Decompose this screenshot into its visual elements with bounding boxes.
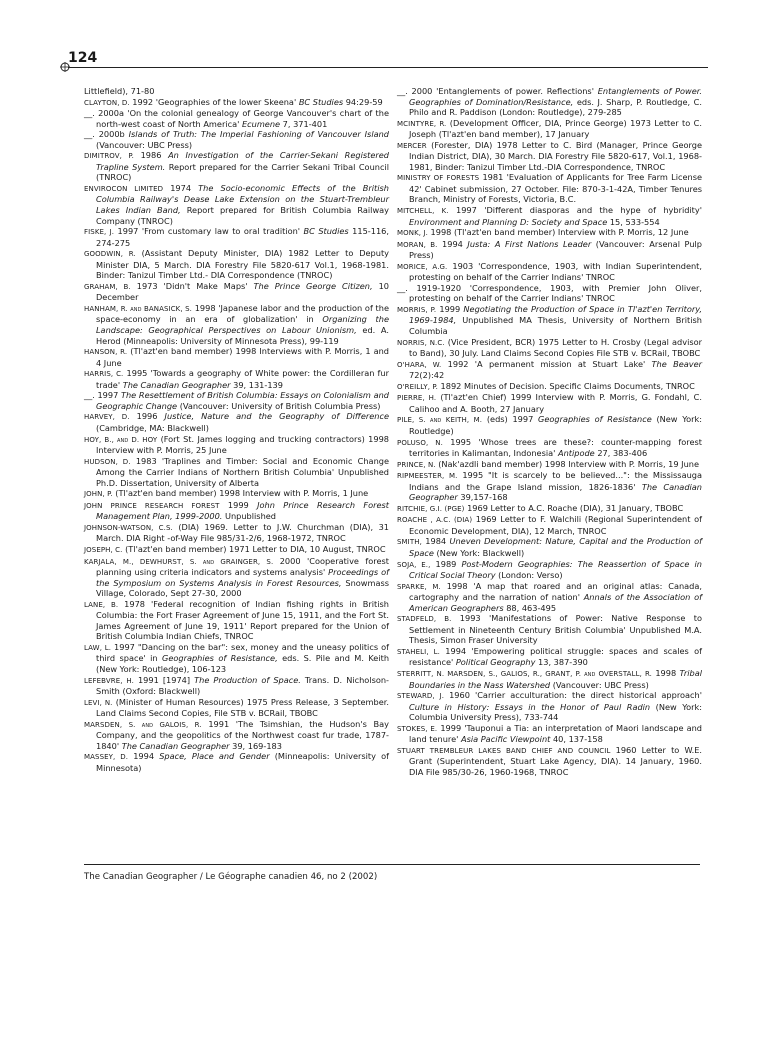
reference-entry — [397, 261, 702, 283]
reference-text: 1989 — [430, 558, 462, 569]
reference-text: 1991 [1974] — [133, 674, 195, 685]
reference-text: 94:29-59 — [343, 96, 383, 107]
reference-text: 1993 'Manifestations of Power: Native Response to Settlement in Nineteenth Century British Columbia' Unpublished M.A. Thesis, Simon Fraser University — [409, 613, 702, 646]
reference-author: MINISTRY OF FORESTS — [397, 174, 480, 183]
page-header — [60, 50, 708, 72]
reference-entry — [397, 470, 702, 503]
reference-author: MCINTYRE, R. — [397, 119, 447, 128]
reference-text: 1992 'A permanent mission at Stuart Lake' — [441, 358, 652, 369]
reference-text: (Forester, DIA) 1978 Letter to C. Bird (Manager, Prince George Indian District, DIA), 30 March. DIA Forestry File 5820-617, Vol.1, 1968-1981, Binder: Tanizul Timber Ltd.-DIA Correspondence, TNROC — [409, 139, 702, 172]
reference-text: (Tl'azt'en band member) 1998 Interviews with P. Morris, 1 and 4 June — [96, 346, 389, 368]
reference-author: JOHN, P. — [84, 490, 113, 499]
reference-text: (Tl'azt'en band member) 1971 Letter to DIA, 10 August, TNROC — [122, 543, 386, 554]
reference-entry — [397, 668, 702, 690]
reference-entry — [397, 392, 702, 414]
reference-title: The Prince George Citizen, — [253, 280, 373, 291]
reference-entry — [84, 556, 389, 599]
reference-entry — [397, 283, 702, 304]
reference-entry — [397, 140, 702, 173]
reference-entry — [84, 390, 389, 411]
reference-author: NORRIS, N.C. — [397, 338, 445, 347]
reference-entry — [397, 172, 702, 205]
reference-text: Littlefield), 71-80 — [84, 86, 155, 96]
reference-entry — [397, 613, 702, 646]
reference-author: SOJA, E., — [397, 560, 431, 569]
reference-title: The Canadian Geographer — [122, 379, 231, 390]
reference-text: 2000 'Cooperative forest planning using criteria indicators and systems analysis' — [96, 555, 389, 578]
reference-text: __. 2000 'Entanglements of power. Reflections' — [397, 86, 598, 96]
reference-author: HARVEY, D. — [84, 413, 130, 422]
reference-title: BC Studies — [298, 96, 344, 107]
reference-entry — [397, 503, 702, 515]
reference-text: (New York: Blackwell) — [433, 547, 525, 558]
reference-text: 1983 'Traplines and Timber: Social and Economic Change Among the Carrier Indians of Northern British Columbia' Unpublished Ph.D. Dissertation, University of Alberta — [96, 455, 389, 488]
page-number: 124 — [68, 50, 98, 66]
reference-text: ed. A. Herod (Minneapolis: University of Minnesota Press), 99-119 — [96, 325, 389, 346]
reference-text: eds. S. Pile and M. Keith (New York: Routledge), 106-123 — [96, 653, 390, 674]
reference-entry — [84, 108, 389, 129]
reference-title: Ecumene — [241, 118, 281, 129]
reference-title: Antipode — [558, 448, 595, 459]
reference-entry — [84, 488, 389, 500]
reference-title: The Socio-economic Effects of the British Columbia Railway's Dease Lake Extension on the Stuart-Trembleur Lakes Indian Band, — [96, 182, 389, 216]
reference-entry — [84, 226, 389, 248]
reference-text: 1960 Letter to W.E. Grant (Superintendent, Stuart Lake Agency, DIA). 14 January, 1960. DIA File 985/30-26, 1960-1968, TNROC — [409, 744, 702, 777]
reference-author: HUDSON, D. — [84, 457, 131, 466]
reference-entry — [397, 514, 702, 536]
reference-text: __. 1919-1920 'Correspondence, 1903, with Premier John Oliver, protesting on behalf of the Carrier Indians' TNROC — [397, 282, 702, 304]
reference-author: SMITH, — [397, 538, 422, 547]
reference-text: 1999 — [436, 303, 464, 314]
reference-text: 1903 'Correspondence, 1903, with Indian Superintendent, protesting on behalf of the Carrier Indians' TNROC — [409, 260, 702, 283]
reference-author: HANSON, R. — [84, 348, 128, 357]
reference-text: (London: Verso) — [495, 570, 563, 581]
reference-entry — [84, 303, 389, 346]
reference-title: BC Studies — [303, 226, 349, 237]
reference-title: Tribal Boundaries in the Nass Watershed — [409, 667, 702, 690]
footer-citation: The Canadian Geographer / Le Géographe canadien 46, no 2 (2002) — [84, 872, 378, 882]
reference-text: (New York: Columbia University Press), 733-744 — [409, 701, 702, 723]
reference-entry — [397, 239, 702, 261]
reference-author: DIMITROV, P. — [84, 152, 134, 161]
reference-author: CLAYTON, D. — [84, 98, 130, 107]
reference-entry — [397, 337, 702, 359]
reference-author: MERCER — [397, 141, 427, 150]
reference-author: MITCHELL, K. — [397, 207, 449, 216]
reference-entry — [397, 304, 702, 337]
reference-title: Annals of the Association of American Geographers — [409, 592, 702, 613]
reference-text: 1998 'Japanese labor and the production of the space-economy in an era of globalization' in — [96, 302, 389, 325]
reference-text: 1997 'Different diasporas and the hype of hybridity' — [448, 205, 702, 216]
reference-entry — [397, 227, 702, 239]
reference-title: Uneven Development: Nature, Capital and the Production of Space — [409, 536, 702, 558]
reference-text: 1998 'A map that roared and an original atlas: Canada, cartography and the narration of nation' — [409, 580, 702, 603]
reference-author: STERRITT, N. MARSDEN, S., GALIOS, R., GRANT, P. and OVERSTALL, R. — [397, 669, 652, 678]
reference-entry — [84, 368, 389, 390]
reference-text: 1999 — [219, 499, 258, 510]
references-column-right — [397, 86, 702, 777]
reference-author: PRINCE, N. — [397, 460, 436, 469]
reference-title: The Beaver — [651, 358, 702, 369]
reference-text: 1991 'The Tsimshian, the Hudson's Bay Company, and the geopolitics of the Northwest coast fur trade, 1787-1840' — [96, 718, 389, 751]
reference-text: 1986 — [133, 150, 169, 161]
reference-text: 7, 371-401 — [280, 118, 328, 129]
reference-author: LEFEBVRE, H. — [84, 676, 134, 685]
reference-author: MASSEY, D. — [84, 753, 129, 762]
reference-entry — [84, 719, 389, 752]
reference-author: O'REILLY, P. — [397, 382, 438, 391]
reference-author: GOODWIN, R. — [84, 250, 136, 259]
reference-text: (Development Officer, DIA, Prince George) 1973 Letter to C. Joseph (Tl'azt'en band member), 17 January — [409, 117, 703, 140]
reference-title: Proceedings of the Symposium on Systems Analysis in Forest Resources, — [96, 567, 389, 588]
reference-entry — [84, 522, 389, 544]
reference-entry — [84, 599, 389, 642]
reference-text: eds. J. Sharp, P. Routledge, C. Philo and R. Paddison (London: Routledge), 279-285 — [409, 96, 702, 118]
reference-title: Negotiating the Production of Space in Tl'azt'en Territory, 1969-1984, — [409, 303, 703, 326]
reference-text: (Cambridge, MA: Blackwell) — [96, 422, 209, 433]
reference-author: KARJALA, M., DEWHURST, S. and GRAINGER, S. — [84, 557, 274, 566]
reference-text: (Nak'azdli band member) 1998 Interview with P. Morris, 19 June — [435, 458, 700, 469]
reference-text: __. 1997 — [84, 390, 121, 401]
reference-text: 39, 169-183 — [229, 740, 282, 751]
reference-author: STOKES, E. — [397, 724, 438, 733]
reference-entry — [397, 437, 702, 459]
reference-text: (Vancouver: UBC Press) — [96, 139, 193, 150]
reference-text: 40, 137-158 — [550, 734, 603, 745]
reference-entry — [397, 581, 702, 614]
reference-text: 1998 — [652, 667, 680, 678]
reference-author: RIPMEESTER, M. — [397, 472, 458, 481]
reference-text: 1992 'Geographies of the lower Skeena' — [129, 96, 299, 107]
reference-text: 72(2):42 — [409, 370, 445, 381]
reference-text: 1969 Letter to F. Walchili (Regional Superintendent of Economic Development, DIA), 12 March, TNROC — [409, 514, 702, 536]
reference-author: SPARKE, M. — [397, 582, 441, 591]
reference-text: 1995 "It is scarcely to be believed...": the Mississauga Indians and the Grape Island mission, 1826-1836' — [409, 470, 702, 492]
reference-author: STAHELI, L. — [397, 647, 440, 656]
reference-text: Report prepared for the Carrier Sekani Tribal Council (TNROC) — [96, 161, 389, 183]
reference-title: Geographies of Resistance, — [162, 653, 278, 664]
reference-text: 1984 — [421, 536, 450, 547]
reference-author: JOHNSON-WATSON, C.S. — [84, 523, 173, 532]
reference-title: Post-Modern Geographies: The Reassertion of Space in Critical Social Theory — [409, 558, 702, 581]
reference-author: PILE, S. and KEITH, M. — [397, 416, 483, 425]
references-column-left — [84, 86, 389, 773]
reference-entry — [84, 456, 389, 489]
reference-text: 13, 387-390 — [535, 657, 588, 668]
reference-text: (Fort St. James logging and trucking contractors) 1998 Interview with P. Morris, 25 June — [96, 433, 389, 456]
reference-author: PIERRE, H. — [397, 394, 437, 403]
reference-text: 1995 'Towards a geography of White power: the Cordilleran fur trade' — [96, 368, 389, 390]
reference-text: 1997 "Dancing on the bar": sex, money and the uneasy politics of third space' in — [96, 641, 389, 664]
reference-author: O'HARA, W. — [397, 360, 442, 369]
reference-entry — [84, 281, 389, 303]
reference-author: HARRIS, C. — [84, 370, 124, 379]
footer-rule — [84, 864, 700, 865]
reference-text: Report prepared for British Columbia Railway Company (TNROC) — [96, 205, 390, 226]
reference-text: 1892 Minutes of Decision. Specific Claims Documents, TNROC — [437, 380, 695, 391]
reference-entry — [397, 205, 702, 227]
reference-entry — [84, 544, 389, 556]
reference-entry — [84, 150, 389, 183]
reference-text: 10 December — [96, 280, 390, 303]
reference-entry — [397, 536, 702, 558]
reference-entry — [397, 459, 702, 471]
reference-title: Culture in History: Essays in the Honor of Paul Radin — [409, 701, 651, 712]
reference-text: (Vancouver: UBC Press) — [550, 679, 649, 690]
reference-text: 88, 463-495 — [503, 602, 557, 613]
reference-entry — [84, 751, 389, 773]
reference-author: FISKE, J. — [84, 228, 115, 237]
reference-author: HANHAM, R. and BANASICK, S. — [84, 304, 192, 313]
reference-text: 1996 — [129, 411, 165, 422]
reference-text: Unpublished MA Thesis, University of Northern British Columbia — [409, 315, 702, 337]
reference-entry — [84, 697, 389, 719]
reference-text: (Minister of Human Resources) 1975 Press Release, 3 September. Land Claims Second Copies, File STB v. BCRail, TBOBC — [96, 696, 389, 719]
reference-entry — [84, 675, 389, 697]
reference-author: MORRIS, P. — [397, 305, 437, 314]
reference-entry — [397, 723, 702, 745]
reference-author: GRAHAM, B. — [84, 282, 131, 291]
reference-title: Environment and Planning D: Society and Space — [409, 216, 608, 227]
reference-title: The Canadian Geographer — [409, 481, 702, 503]
reference-title: Geographies of Resistance — [538, 414, 652, 425]
reference-entry — [84, 642, 389, 675]
reference-entry — [397, 414, 702, 436]
reference-text: (Tl'azt'en band member) 1998 Interview with P. Morris, 1 June — [112, 488, 369, 499]
reference-text: 1995 'Whose trees are these?: counter-mapping forest territories in Kalimantan, Indonesia' — [409, 436, 702, 459]
reference-entry — [84, 183, 389, 226]
reference-text: 1969 Letter to A.C. Roache (DIA), 31 January, TBOBC — [464, 502, 684, 513]
reference-text: 27, 383-406 — [594, 448, 648, 459]
reference-text: 1981 'Evaluation of Applicants for Tree Farm License 42' Cabinet submission, 27 October. File: 870-3-1-42A, Timber Tenures Branch, Ministry of Forests, Victoria, B.C. — [409, 172, 702, 205]
reference-title: The Production of Space. — [194, 674, 301, 685]
reference-author: ROACHE , A.C. (DIA) — [397, 516, 473, 525]
reference-title: The Canadian Geographer — [121, 740, 230, 751]
reference-entry — [397, 118, 702, 140]
reference-text: (Vancouver: Arsenal Pulp Press) — [409, 238, 702, 261]
reference-entry — [84, 248, 389, 281]
reference-title: The Resettlement of British Columbia: Essays on Colonialism and Geographic Change — [96, 390, 389, 411]
reference-title: Asia Pacific Viewpoint — [460, 734, 551, 745]
reference-author: MONK, J. — [397, 229, 428, 238]
reference-author: JOHN PRINCE RESEARCH FOREST — [84, 501, 220, 510]
reference-author: LAW, L. — [84, 643, 112, 652]
reference-text: (Minneapolis: University of Minnesota) — [96, 751, 389, 773]
reference-author: JOSEPH, C. — [84, 545, 123, 554]
reference-title: Space, Place and Gender — [159, 751, 270, 762]
reference-author: MARSDEN, S. and GALOIS, R. — [84, 720, 202, 729]
reference-text: (New York: Routledge) — [409, 414, 702, 436]
reference-author: HOY, B., and D. HOY — [84, 435, 158, 444]
reference-entry — [397, 559, 702, 581]
reference-text: Unpublished — [222, 511, 276, 522]
reference-entry — [397, 359, 702, 381]
reference-author: STUART TREMBLEUR LAKES BAND CHIEF AND COUNCIL — [397, 746, 611, 755]
reference-text: (Assistant Deputy Minister, DIA) 1982 Letter to Deputy Minister DIA, 5 March. DIA Forestry File 5820-617 Vol.1, 1968-1981. Binder: Tanizul Timber Ltd.- DIA Correspondence (TNROC) — [96, 248, 389, 281]
reference-entry — [84, 411, 389, 433]
reference-text: (Vancouver: University of British Columbia Press) — [177, 400, 381, 411]
reference-text: 1973 'Didn't Make Maps' — [130, 280, 254, 291]
reference-entry — [397, 86, 702, 118]
reference-text: 1974 — [163, 182, 199, 193]
reference-title: Justa: A First Nations Leader — [467, 238, 592, 249]
reference-text: 15, 533-554 — [607, 216, 660, 227]
reference-entry — [397, 690, 702, 723]
reference-author: RITCHIE, G.I. (PGE) — [397, 504, 465, 513]
reference-text: 1994 'Empowering political struggle: spaces and scales of resistance' — [409, 645, 702, 668]
reference-text: 39,157-168 — [457, 492, 508, 503]
reference-text: __. 2000b — [84, 129, 129, 140]
reference-text: 39, 131-139 — [230, 379, 283, 390]
reference-entry — [84, 97, 389, 109]
reference-text: (Vice President, BCR) 1975 Letter to H. Crosby (Legal advisor to Band), 30 July. Land Claims Second Copies File STB v. BCRail, TBOBC — [409, 336, 702, 359]
reference-entry — [84, 434, 389, 456]
reference-text: (Tl'azt'en Chief) 1999 Interview with P. Morris, G. Fondahl, C. Calihoo and A. Booth, 27 January — [409, 392, 702, 414]
reference-text: (DIA) 1969. Letter to J.W. Churchman (DIA), 31 March. DIA Right -of-Way File 985/31-2/6, 1968-1972, TNROC — [96, 521, 389, 544]
reference-author: MORAN, B. — [397, 240, 438, 249]
reference-title: John Prince Research Forest Management Plan, 1999-2000. — [96, 499, 390, 522]
reference-author: LANE, B. — [84, 600, 119, 609]
reference-text: 1994 — [128, 751, 160, 762]
reference-author: LEVI, N. — [84, 698, 113, 707]
reference-author: MORICE, A.G. — [397, 262, 448, 271]
reference-author: STADFELD, B. — [397, 615, 452, 624]
reference-text: Snowmass Village, Colorado, Sept 27-30, 2000 — [96, 577, 390, 599]
reference-entry — [84, 500, 389, 522]
header-rule — [68, 67, 708, 68]
reference-text: 1978 'Federal recognition of Indian fishing rights in British Columbia: the Fort Fraser Agreement of June 15, 1911, and the Fort St. James Agreement of June 19, 1911' Report prepared for the Union of British Columbia Indian Chiefs, TNROC — [96, 598, 389, 642]
reference-author: ENVIROCON LIMITED — [84, 184, 164, 193]
reference-text: 1994 — [437, 238, 468, 249]
reference-entry — [397, 381, 702, 393]
reference-text: 1960 'Carrier acculturation: the direct historical approach' — [444, 690, 702, 701]
reference-title: An Investigation of the Carrier-Sekani Registered Trapline System. — [96, 150, 389, 172]
reference-title: Justice, Nature and the Geography of Difference — [164, 411, 389, 422]
reference-author: STEWARD, J. — [397, 692, 445, 701]
reference-text: Trans. D. Nicholson-Smith (Oxford: Blackwell) — [96, 674, 389, 697]
reference-entry — [84, 346, 389, 368]
reference-entry — [84, 129, 389, 150]
reference-title: Organizing the Landscape: Geographical Perspectives on Labour Unionism, — [96, 314, 389, 336]
reference-text: 115-116, 274-275 — [96, 226, 389, 248]
reference-title: Islands of Truth: The Imperial Fashioning of Vancouver Island — [128, 129, 389, 140]
reference-author: POLUSO, N. — [397, 438, 443, 447]
reference-text: __. 2000a 'On the colonial genealogy of George Vancouver's chart of the north-west coast of North America' — [84, 108, 389, 129]
reference-entry — [84, 86, 389, 97]
reference-entry — [397, 646, 702, 668]
reference-title: Entanglements of Power. Geographies of Domination/Resistance, — [409, 86, 702, 107]
reference-text: 1997 'From customary law to oral tradition' — [114, 226, 304, 237]
reference-text: (eds) 1997 — [482, 414, 538, 425]
reference-title: Political Geography — [455, 657, 536, 668]
reference-text: 1999 'Tauponui a Tia: an interpretation of Maori landscape and land tenure' — [409, 722, 702, 745]
reference-entry — [397, 745, 702, 778]
reference-text: 1998 (Tl'azt'en band member) Interview with P. Morris, 12 June — [427, 227, 689, 238]
